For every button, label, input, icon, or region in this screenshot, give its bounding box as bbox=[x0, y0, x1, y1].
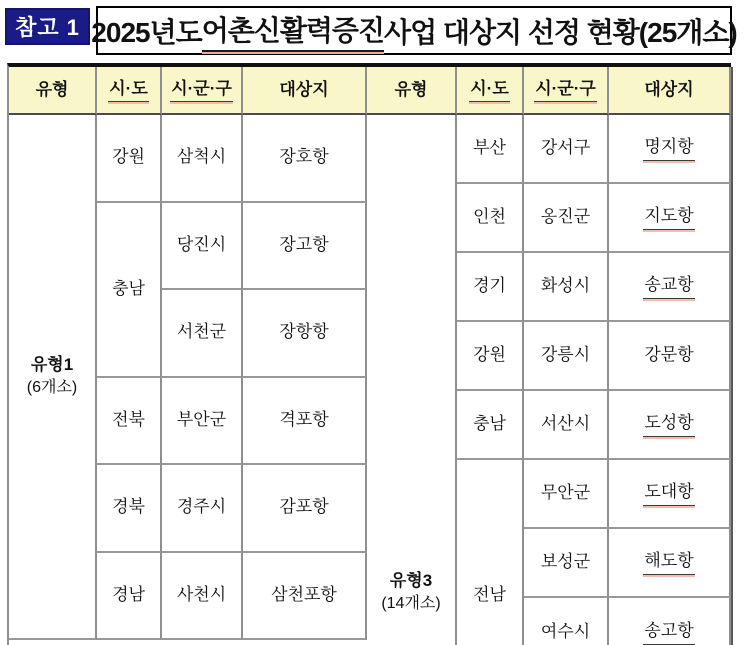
sigungu-cell: 무안군 bbox=[524, 460, 609, 529]
target-cell: 지도항 bbox=[609, 184, 731, 253]
target-cell: 도성항 bbox=[609, 391, 731, 460]
title-part2: 사업 대상지 선정 현황(25개소) bbox=[384, 16, 737, 48]
sigungu-cell: 서산시 bbox=[524, 391, 609, 460]
type1-cell bbox=[9, 115, 97, 640]
header-sigungu-right: 시·군·구 bbox=[524, 67, 609, 115]
target-cell: 장고항 bbox=[243, 203, 367, 291]
header-sido-left: 시·도 bbox=[97, 67, 162, 115]
sigungu-cell: 서천군 bbox=[162, 290, 243, 378]
title-part1: 2025년도 bbox=[91, 16, 202, 48]
sido-cell: 강원 bbox=[97, 115, 162, 203]
header-sigungu-left: 시·군·구 bbox=[162, 67, 243, 115]
header-sido-right: 시·도 bbox=[457, 67, 524, 115]
sigungu-cell: 당진시 bbox=[162, 203, 243, 291]
sido-cell: 인천 bbox=[457, 184, 524, 253]
sido-cell: 부산 bbox=[457, 115, 524, 184]
page-title bbox=[91, 6, 737, 55]
header-type-right: 유형 bbox=[367, 67, 457, 115]
target-cell: 장항항 bbox=[243, 290, 367, 378]
type1-count: (6개소) bbox=[26, 379, 78, 397]
target-cell: 삼천포항 bbox=[243, 553, 367, 641]
sido-cell: 경북 bbox=[97, 465, 162, 553]
target-cell: 송고항 bbox=[609, 598, 731, 645]
sido-cell: 전북 bbox=[97, 378, 162, 466]
target-cell: 감포항 bbox=[243, 465, 367, 553]
header-target-right: 대상지 bbox=[609, 67, 731, 115]
type3-label: 유형3 bbox=[389, 571, 433, 591]
target-cell: 도대항 bbox=[609, 460, 731, 529]
table-left-section bbox=[9, 67, 367, 640]
sigungu-cell: 강릉시 bbox=[524, 322, 609, 391]
sido-cell: 충남 bbox=[97, 203, 162, 378]
target-cell: 해도항 bbox=[609, 529, 731, 598]
sido-cell: 경남 bbox=[97, 553, 162, 641]
target-cell: 강문항 bbox=[609, 322, 731, 391]
header-type-left: 유형 bbox=[9, 67, 97, 115]
header-target-left: 대상지 bbox=[243, 67, 367, 115]
sigungu-cell: 사천시 bbox=[162, 553, 243, 641]
title-underlined-term: 어촌신활력증진 bbox=[202, 9, 384, 52]
sigungu-cell: 화성시 bbox=[524, 253, 609, 322]
sigungu-cell: 보성군 bbox=[524, 529, 609, 598]
target-cell: 명지항 bbox=[609, 115, 731, 184]
reference-badge-label: 참고 1 bbox=[15, 15, 80, 40]
type3-cell bbox=[367, 115, 457, 645]
type1-label: 유형1 bbox=[30, 355, 74, 375]
type3-count: (14개소) bbox=[381, 595, 441, 613]
selection-table bbox=[7, 63, 731, 645]
sido-cell: 경기 bbox=[457, 253, 524, 322]
target-cell: 장호항 bbox=[243, 115, 367, 203]
sigungu-cell: 여수시 bbox=[524, 598, 609, 645]
sido-cell-jeonnam: 전남 bbox=[457, 460, 524, 645]
table-right-section bbox=[367, 67, 733, 645]
sido-cell: 강원 bbox=[457, 322, 524, 391]
target-cell: 송교항 bbox=[609, 253, 731, 322]
reference-badge bbox=[5, 8, 90, 45]
sigungu-cell: 삼척시 bbox=[162, 115, 243, 203]
sido-cell: 충남 bbox=[457, 391, 524, 460]
sigungu-cell: 옹진군 bbox=[524, 184, 609, 253]
sigungu-cell: 부안군 bbox=[162, 378, 243, 466]
sigungu-cell: 경주시 bbox=[162, 465, 243, 553]
sigungu-cell: 강서구 bbox=[524, 115, 609, 184]
target-cell: 격포항 bbox=[243, 378, 367, 466]
